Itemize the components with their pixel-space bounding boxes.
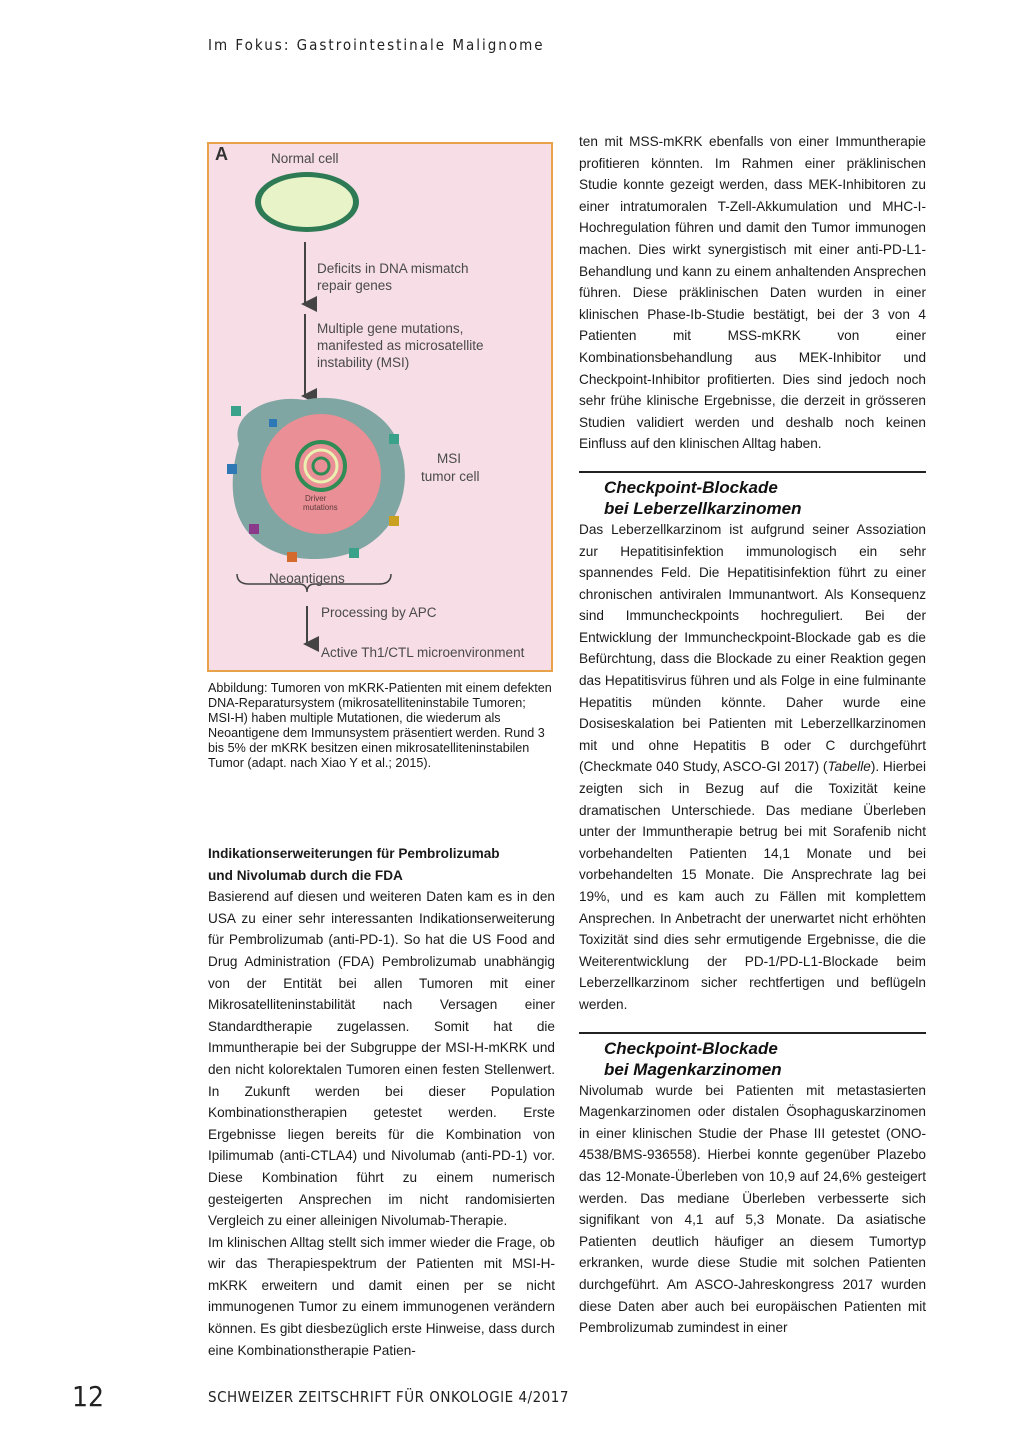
neoantigen-marker [287, 552, 297, 562]
neoantigen-marker [227, 464, 237, 474]
neoantigen-marker [249, 524, 259, 534]
processing-label: Processing by APC [321, 605, 437, 620]
mechanism-figure [207, 142, 553, 672]
msi-label-line1: MSI [437, 451, 462, 466]
step2-label-line3: instability (MSI) [317, 355, 410, 370]
section-title-line2: bei Leberzellkarzinomen [604, 498, 802, 518]
neoantigen-marker [389, 434, 399, 444]
active-microenvironment-label: Active Th1/CTL microenvironment [321, 645, 525, 660]
paragraph: ten mit MSS-mKRK ebenfalls von einer Immuntherapie profitieren könnten. Im Rahmen einer präklinischen Studie konnte gezeigt werden, dass MEK-Inhibitoren zu einer intratumoralen T-Zell-Akkumulation und MHC-I-Hochregulation führen und damit den Tumor immunogen machen. Dies wirkt synergistisch mit einer anti-PD-L1-Behandlung und kann zu einem anhaltenden Ansprechen führen. Diese präklinischen Daten wurden in einer klinischen Phase-Ib-Studie bestätigt, bei der 3 von 4 Patienten mit MSS-mKRK von einer Kombinationsbehandlung aus MEK-Inhibitor und Checkpoint-Inhibitor profitierten. Dies sind jedoch noch sehr frühe klinische Ergebnisse, die derzeit in grösseren Studien validiert werden und deshalb noch keinen Einfluss auf den klinischen Alltag haben. [579, 134, 926, 452]
step2-label-line2: manifested as microsatellite [317, 338, 484, 353]
section-title-line2: bei Magenkarzinomen [604, 1059, 782, 1079]
neoantigen-marker [269, 419, 277, 427]
neoantigen-marker [389, 516, 399, 526]
panel-letter: A [215, 144, 228, 164]
section-rule [579, 1032, 926, 1034]
neoantigen-marker [349, 548, 359, 558]
neoantigen-marker [231, 406, 241, 416]
journal-name: SCHWEIZER ZEITSCHRIFT FÜR ONKOLOGIE 4/2017 [208, 1388, 569, 1406]
step2-label-line1: Multiple gene mutations, [317, 321, 464, 336]
figure-caption: Abbildung: Tumoren von mKRK-Patienten mit einem defekten DNA-Reparatursystem (mikrosatelliteninstabile Tumoren; MSI-H) haben multiple Mutationen, die wiederum als Neoantigene dem Immunsystem präsentiert werden. Rund 3 bis 5% der mKRK besitzen einen mikrosatelliteninstabilen Tumor (adapt. nach Xiao Y et al.; 2015). [208, 681, 552, 770]
step1-label-line2: repair genes [317, 278, 393, 293]
section-title-line1: Checkpoint-Blockade [604, 477, 778, 497]
subheading-line1: Indikationserweiterungen für Pembrolizumab [208, 846, 500, 861]
figure-diagram [209, 144, 553, 672]
paragraph-text: Das Leberzellkarzinom ist aufgrund seiner Assoziation zur Hepatitisinfektion immunologisch ein sehr spannendes Feld. Die Hepatitisinfektion führt zu einer chronischen antiviralen Immunantwort. Als Konsequenz sind Immuncheckpoints hochreguliert. Bei der Entwicklung der Immuncheckpoint-Blockade gab es die Befürchtung, dass die Blockade zu einer Reaktion gegen das Hepatitisvirus führen und als Folge in eine fulminante Hepatitis münden könnte. Daher wurde eine Dosiseskalation bei Patienten mit Leberzellkarzinomen mit und ohne Hepatitis B oder C durchgeführt (Checkmate 040 Study, ASCO-GI 2017) ( [579, 521, 926, 775]
paragraph: Basierend auf diesen und weiteren Daten kam es in den USA zu einer sehr interessanten Indikationserweiterung für Pembrolizumab (anti-PD-1). So hat die US Food and Drug Administration (FDA) Pembrolizumab unabhängig von der Entität bei allen Tumoren mit einer Mikrosatelliteninstabilität nach Versagen einer Standardtherapie zugelassen. Somit hat die Immuntherapie bei der Subgruppe der MSI-H-mKRK und den nicht kolorektalen Tumoren einen festen Stellenwert. In Zukunft werden bei dieser Population Kombinationstherapien getestet werden. Erste Ergebnisse liegen bereits für die Kombination von Ipilimumab (anti-CTLA4) und Nivolumab (anti-PD-1) vor. Diese Kombination führt zu einem numerisch gesteigerten Ansprechen im nicht randomisierten Vergleich zu einer alleinigen Nivolumab-Therapie. [208, 889, 555, 1229]
msi-label-line2: tumor cell [421, 469, 480, 484]
step1-label-line1: Deficits in DNA mismatch [317, 261, 469, 276]
left-column [208, 843, 555, 1361]
paragraph: Nivolumab wurde bei Patienten mit metastasierten Magenkarzinomen oder distalen Ösophaguskarzinomen in einer klinischen Studie der Phase III getestet (ONO-4538/BMS-936558). Hierbei konnte gegenüber Plazebo das 12-Monate-Überleben von 10,9 auf 24,6% gesteigert werden. Das mediane Überleben verbesserte sich signifikant von 4,1 auf 5,3 Monate. Da asiatische Patienten deutlich häufiger an diesem Tumortyp erkranken, wurde diese Studie mit solchen Patienten durchgeführt. Am ASCO-Jahreskongress 2017 wurden diese Daten aber auch bei europäischen Patienten mit Pembrolizumab zumindest in einer [579, 1082, 926, 1336]
page-number: 12 [72, 1380, 105, 1413]
paragraph-text: ). Hierbei zeigten sich in Bezug auf die Toxizität keine dramatischen Unterschiede. Das mediane Überleben unter der Immuntherapie betrug bei mit Sorafenib nicht vorbehandelten Patienten 14,1 Monate und bei vorbehandelten 15 Monate. Die Ansprechrate lag bei 19%, und es kam auch zu Fällen mit komplettem Ansprechen. In Anbetracht der unerwartet nicht erhöhten Toxizität sind dies sehr ermutigende Ergebnisse, die die Weiterentwicklung der PD-1/PD-L1-Blockade beim Leberzellkarzinom sicher rechtfertigen und beflügeln werden. [579, 759, 926, 1012]
normal-cell-label: Normal cell [271, 151, 339, 166]
section-title-line1: Checkpoint-Blockade [604, 1038, 778, 1058]
section-rule [579, 471, 926, 473]
driver-label-line2: mutations [303, 503, 338, 512]
paragraph: Im klinischen Alltag stellt sich immer wieder die Frage, ob wir das Therapiespektrum der Patienten mit MSI-H-mKRK erweitern und damit einen per se nicht immunogenen Tumor zu einem immunogenen verändern können. Es gibt diesbezüglich erste Hinweise, dass durch eine Kombinationstherapie Patien- [208, 1234, 555, 1358]
paragraph [579, 519, 926, 1016]
running-header: Im Fokus: Gastrointestinale Malignome [208, 36, 545, 54]
right-column [579, 131, 926, 1339]
neoantigens-label: Neoantigens [269, 571, 345, 586]
table-reference: Tabelle [827, 759, 871, 775]
subheading-line2: und Nivolumab durch die FDA [208, 867, 403, 883]
driver-label-line1: Driver [305, 494, 327, 503]
